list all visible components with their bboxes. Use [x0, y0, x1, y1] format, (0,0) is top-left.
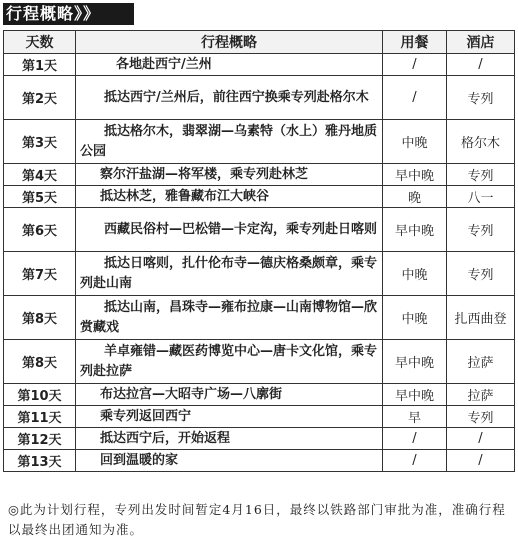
meal-cell: 早中晚 [383, 164, 447, 186]
hotel-cell: 专列 [447, 252, 515, 296]
hotel-cell: 八一 [447, 186, 515, 208]
meal-cell: / [383, 76, 447, 120]
header-meal: 用餐 [383, 31, 447, 54]
summary-cell: 抵达西宁/兰州后，前往西宁换乘专列赴格尔木 [76, 76, 383, 120]
header-day: 天数 [4, 31, 76, 54]
table-header-row [4, 31, 515, 54]
meal-cell: 早中晚 [383, 384, 447, 406]
day-cell: 第5天 [4, 186, 76, 208]
table-row [4, 186, 515, 208]
meal-cell: 中晚 [383, 252, 447, 296]
hotel-cell: 专列 [447, 208, 515, 252]
footnote: ◎此为计划行程，专列出发时间暂定4月16日，最终以铁路部门审批为准，准确行程以最终出团通知为准。 [8, 502, 506, 537]
summary-cell: 抵达林芝，雅鲁藏布江大峡谷 [76, 186, 383, 208]
summary-cell: 抵达格尔木，翡翠湖—乌素特（水上）雅丹地质公园 [76, 120, 383, 164]
meal-cell: 中晚 [383, 296, 447, 340]
day-cell: 第8天 [4, 340, 76, 384]
meal-cell: / [383, 428, 447, 450]
hotel-cell: / [447, 54, 515, 76]
summary-cell: 羊卓雍错—藏医药博览中心—唐卡文化馆，乘专列赴拉萨 [76, 340, 383, 384]
table-row [4, 208, 515, 252]
meal-cell: 晚 [383, 186, 447, 208]
day-cell: 第4天 [4, 164, 76, 186]
summary-cell: 布达拉宫—大昭寺广场—八廓街 [76, 384, 383, 406]
header-hotel: 酒店 [447, 31, 515, 54]
table-row [4, 76, 515, 120]
meal-cell: 早中晚 [383, 340, 447, 384]
table-row [4, 120, 515, 164]
hotel-cell: 专列 [447, 76, 515, 120]
day-cell: 第7天 [4, 252, 76, 296]
hotel-cell: 扎西曲登 [447, 296, 515, 340]
table-row [4, 428, 515, 450]
table-row [4, 54, 515, 76]
day-cell: 第13天 [4, 450, 76, 472]
summary-cell: 抵达日喀则，扎什伦布寺—德庆格桑颇章，乘专列赴山南 [76, 252, 383, 296]
meal-cell: / [383, 450, 447, 472]
day-cell: 第2天 [4, 76, 76, 120]
meal-cell: / [383, 54, 447, 76]
day-cell: 第10天 [4, 384, 76, 406]
hotel-cell: / [447, 428, 515, 450]
table-row [4, 384, 515, 406]
itinerary-table [3, 30, 515, 472]
hotel-cell: 专列 [447, 164, 515, 186]
hotel-cell: 专列 [447, 406, 515, 428]
summary-cell: 抵达山南，昌珠寺—雍布拉康—山南博物馆—欣赏藏戏 [76, 296, 383, 340]
hotel-cell: / [447, 450, 515, 472]
section-title: 行程概略》》 [3, 3, 134, 25]
summary-cell: 察尔汗盐湖—将军楼，乘专列赴林芝 [76, 164, 383, 186]
hotel-cell: 拉萨 [447, 384, 515, 406]
meal-cell: 中晚 [383, 120, 447, 164]
day-cell: 第3天 [4, 120, 76, 164]
day-cell: 第11天 [4, 406, 76, 428]
summary-cell: 乘专列返回西宁 [76, 406, 383, 428]
meal-cell: 早中晚 [383, 208, 447, 252]
day-cell: 第12天 [4, 428, 76, 450]
table-row [4, 164, 515, 186]
table-row [4, 296, 515, 340]
summary-cell: 西藏民俗村—巴松错—卡定沟，乘专列赴日喀则 [76, 208, 383, 252]
day-cell: 第6天 [4, 208, 76, 252]
hotel-cell: 格尔木 [447, 120, 515, 164]
table-row [4, 450, 515, 472]
day-cell: 第8天 [4, 296, 76, 340]
meal-cell: 早 [383, 406, 447, 428]
table-row [4, 340, 515, 384]
header-summary: 行程概略 [76, 31, 383, 54]
table-row [4, 252, 515, 296]
summary-cell: 抵达西宁后，开始返程 [76, 428, 383, 450]
hotel-cell: 拉萨 [447, 340, 515, 384]
summary-cell: 各地赴西宁/兰州 [76, 54, 383, 76]
table-row [4, 406, 515, 428]
summary-cell: 回到温暖的家 [76, 450, 383, 472]
day-cell: 第1天 [4, 54, 76, 76]
